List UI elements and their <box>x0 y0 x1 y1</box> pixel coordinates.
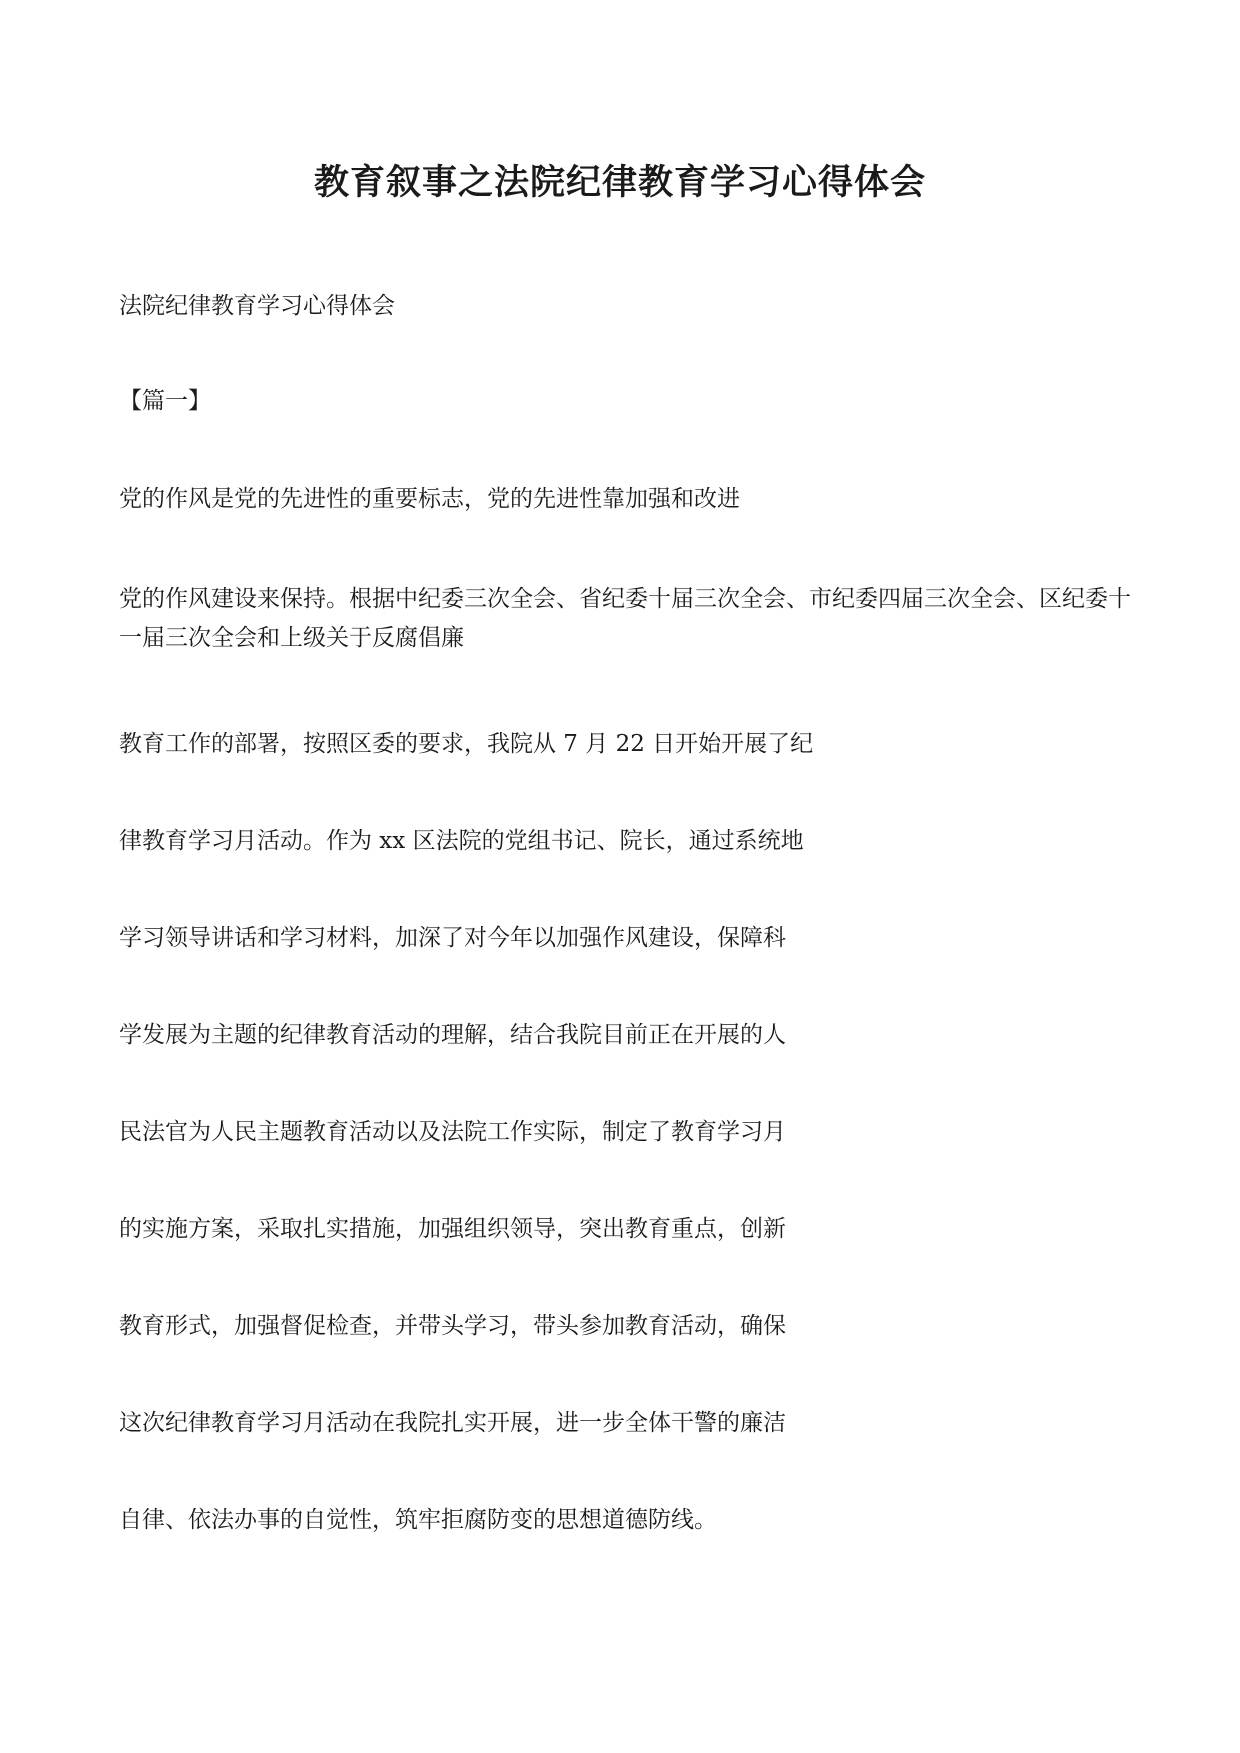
paragraph-line: 律教育学习月活动。作为 xx 区法院的党组书记、院长，通过系统地 <box>119 828 804 854</box>
paragraph-line: 民法官为人民主题教育活动以及法院工作实际，制定了教育学习月 <box>119 1119 786 1145</box>
document-subtitle: 法院纪律教育学习心得体会 <box>119 293 395 319</box>
document-title: 教育叙事之法院纪律教育学习心得体会 <box>313 162 926 203</box>
paragraph-line: 的实施方案，采取扎实措施，加强组织领导，突出教育重点，创新 <box>119 1216 786 1242</box>
paragraph-line: 党的作风建设来保持。根据中纪委三次全会、省纪委十届三次全会、市纪委四届三次全会、区纪委十一届三次全会和上级关于反腐倡廉 <box>119 586 1131 651</box>
paragraph-line: 学习领导讲话和学习材料，加深了对今年以加强作风建设，保障科 <box>119 925 786 951</box>
paragraph-line: 党的作风是党的先进性的重要标志，党的先进性靠加强和改进 <box>119 486 740 512</box>
section-label: 【篇一】 <box>119 388 211 414</box>
paragraph-line: 学发展为主题的纪律教育活动的理解，结合我院目前正在开展的人 <box>119 1022 786 1048</box>
paragraph-line: 教育工作的部署，按照区委的要求，我院从 7 月 22 日开始开展了纪 <box>119 731 814 757</box>
paragraph-line: 教育形式，加强督促检查，并带头学习，带头参加教育活动，确保 <box>119 1313 786 1339</box>
paragraph-line: 自律、依法办事的自觉性，筑牢拒腐防变的思想道德防线。 <box>119 1507 717 1533</box>
paragraph-line: 这次纪律教育学习月活动在我院扎实开展，进一步全体干警的廉洁 <box>119 1410 786 1436</box>
